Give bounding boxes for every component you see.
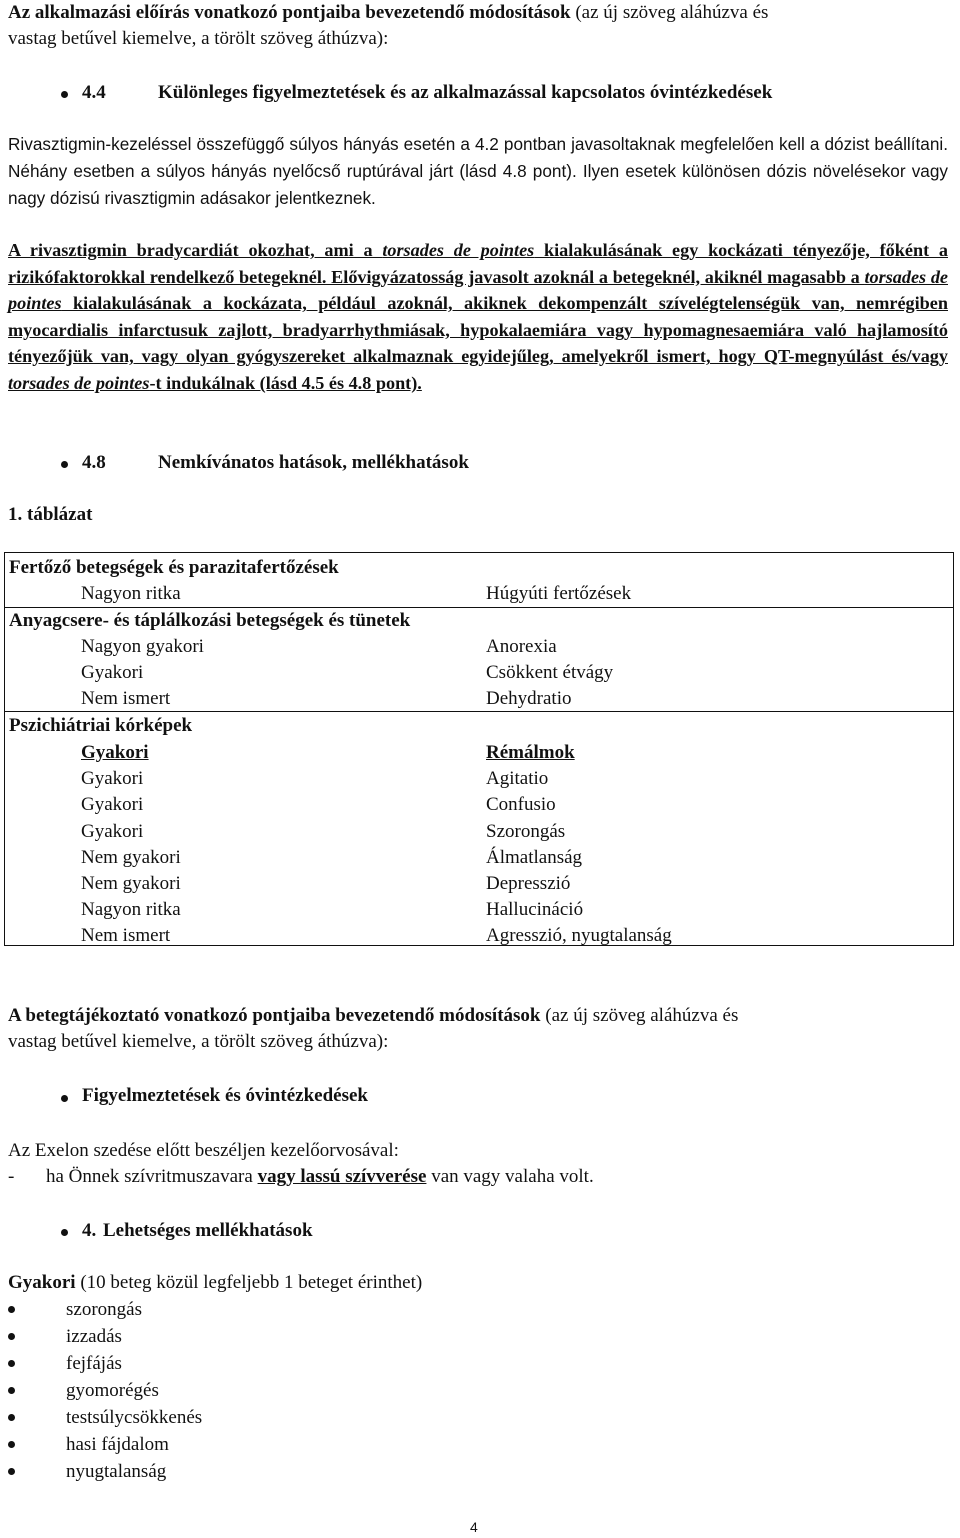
smpc-intro-bold: Az alkalmazási előírás vonatkozó pontjaiba bevezetendő módosítások — [8, 2, 571, 23]
table-effect: Confusio — [486, 794, 556, 815]
table-caption: 1. táblázat — [8, 504, 93, 525]
section-48-title: Nemkívánatos hatások, mellékhatások — [158, 452, 469, 473]
page-number: 4 — [470, 1519, 478, 1535]
list-item: testsúlycsökkenés — [66, 1407, 203, 1428]
table-group-header: Fertőző betegségek és parazitafertőzések — [9, 557, 339, 578]
bullet-icon — [61, 461, 68, 468]
bullet-icon — [8, 1333, 15, 1340]
table-freq: Gyakori — [81, 662, 144, 683]
bullet-icon — [61, 1095, 68, 1102]
smpc-intro-line2: vastag betűvel kiemelve, a törölt szöveg áthúzva): — [8, 28, 389, 49]
table-freq: Nagyon ritka — [81, 899, 181, 920]
table-effect: Agresszió, nyugtalanság — [486, 925, 672, 946]
bullet-icon — [8, 1360, 15, 1367]
bullet-icon — [8, 1468, 15, 1475]
list-item: hasi fájdalom — [66, 1434, 169, 1455]
table-freq: Nem gyakori — [81, 873, 181, 894]
pil-intro-bold: A betegtájékoztató vonatkozó pontjaiba bevezetendő módosítások — [8, 1005, 541, 1026]
table-effect: Anorexia — [486, 636, 557, 657]
list-item: gyomorégés — [66, 1380, 159, 1401]
bullet-icon — [8, 1306, 15, 1313]
pil-section2-dash: - — [8, 1166, 15, 1187]
table-effect: Álmatlanság — [486, 847, 583, 868]
section-44-number: 4.4 — [82, 82, 106, 103]
bullet-icon — [8, 1387, 15, 1394]
table-freq: Nagyon ritka — [81, 583, 181, 604]
section-44-para1: Rivasztigmin-kezeléssel összefüggő súlyos hányás esetén a 4.2 pontban javasoltaknak megfelelően kell a dózist beállítani. Néhány esetben a súlyos hányás nyelőcső ruptúrával járt (lásd 4.8 pont). Ilyen esetek különösen dózis növelésekor vagy nagy dózisú rivasztigmin adásakor jelentkeznek. — [8, 134, 948, 208]
pil-section2-line1: Az Exelon szedése előtt beszéljen kezelőorvosával: — [8, 1140, 399, 1161]
bullet-icon — [61, 1229, 68, 1236]
table-freq: Gyakori — [81, 794, 144, 815]
table-group-header: Anyagcsere- és táplálkozási betegségek és tünetek — [9, 610, 411, 631]
list-item: izzadás — [66, 1326, 122, 1347]
list-item: nyugtalanság — [66, 1461, 167, 1482]
section-48-number: 4.8 — [82, 452, 106, 473]
list-item: fejfájás — [66, 1353, 122, 1374]
pil-intro — [8, 1003, 948, 1055]
list-item: szorongás — [66, 1299, 142, 1320]
pil-intro-rest: (az új szöveg aláhúzva és — [540, 1005, 739, 1026]
table-freq: Gyakori — [81, 821, 144, 842]
table-effect: Szorongás — [486, 821, 566, 842]
table-group-header: Pszichiátriai kórképek — [9, 715, 193, 736]
table-freq: Nagyon gyakori — [81, 636, 204, 657]
table-effect: Depresszió — [486, 873, 571, 894]
smpc-intro-rest: (az új szöveg aláhúzva és — [570, 2, 769, 23]
table-effect: Csökkent étvágy — [486, 662, 614, 683]
table-freq: Nem ismert — [81, 925, 171, 946]
table-freq: Gyakori — [81, 768, 144, 789]
pil-section4-number: 4. — [82, 1220, 97, 1241]
frequency-line: Gyakori (10 beteg közül legfeljebb 1 beteget érinthet) — [8, 1272, 423, 1293]
pil-section2-title: Figyelmeztetések és óvintézkedések — [82, 1085, 368, 1106]
section-44-para2: A rivasztigmin bradycardiát okozhat, ami a torsades de pointes kialakulásának egy kockázati tényezője, főként a rizikófaktorokkal rendelkező betegeknél. Elővigyázatosság javasolt azoknál a betegeknél, akiknél magasabb a torsades de pointes kialakulásának a kockázata, például azoknál, akiknek dekompenzált szívelégtelenségük van, nemrégiben myocardialis infarctusuk zajlott, bradyarrhythmiásak, hypokalaemiára vagy hypomagnesaemiára való hajlamosító tényezőjük van, vagy olyan gyógyszereket alkalmaznak egyidejűleg, amelyekről ismert, hogy QT-megnyúlást és/vagy torsades de pointes-t indukálnak (lásd 4.5 és 4.8 pont). — [8, 240, 948, 393]
table-freq: Nem ismert — [81, 688, 171, 709]
table-effect: Agitatio — [486, 768, 549, 789]
bullet-icon — [61, 91, 68, 98]
smpc-intro — [8, 0, 948, 52]
table-effect: Dehydratio — [486, 688, 572, 709]
bullet-icon — [8, 1414, 15, 1421]
table-freq-new: Gyakori — [81, 742, 149, 763]
table-effect: Húgyúti fertőzések — [486, 583, 632, 604]
adverse-reactions-table — [4, 552, 954, 946]
table-freq: Nem gyakori — [81, 847, 181, 868]
table-effect: Hallucináció — [486, 899, 584, 920]
bullet-icon — [8, 1441, 15, 1448]
table-effect-new: Rémálmok — [486, 742, 575, 763]
section-44-title: Különleges figyelmeztetések és az alkalmazással kapcsolatos óvintézkedések — [158, 82, 773, 103]
pil-intro-line2: vastag betűvel kiemelve, a törölt szöveg áthúzva): — [8, 1031, 389, 1052]
pil-section2-line2: ha Önnek szívritmuszavara vagy lassú szívverése van vagy valaha volt. — [46, 1166, 594, 1187]
pil-section4-title: Lehetséges mellékhatások — [103, 1220, 313, 1241]
